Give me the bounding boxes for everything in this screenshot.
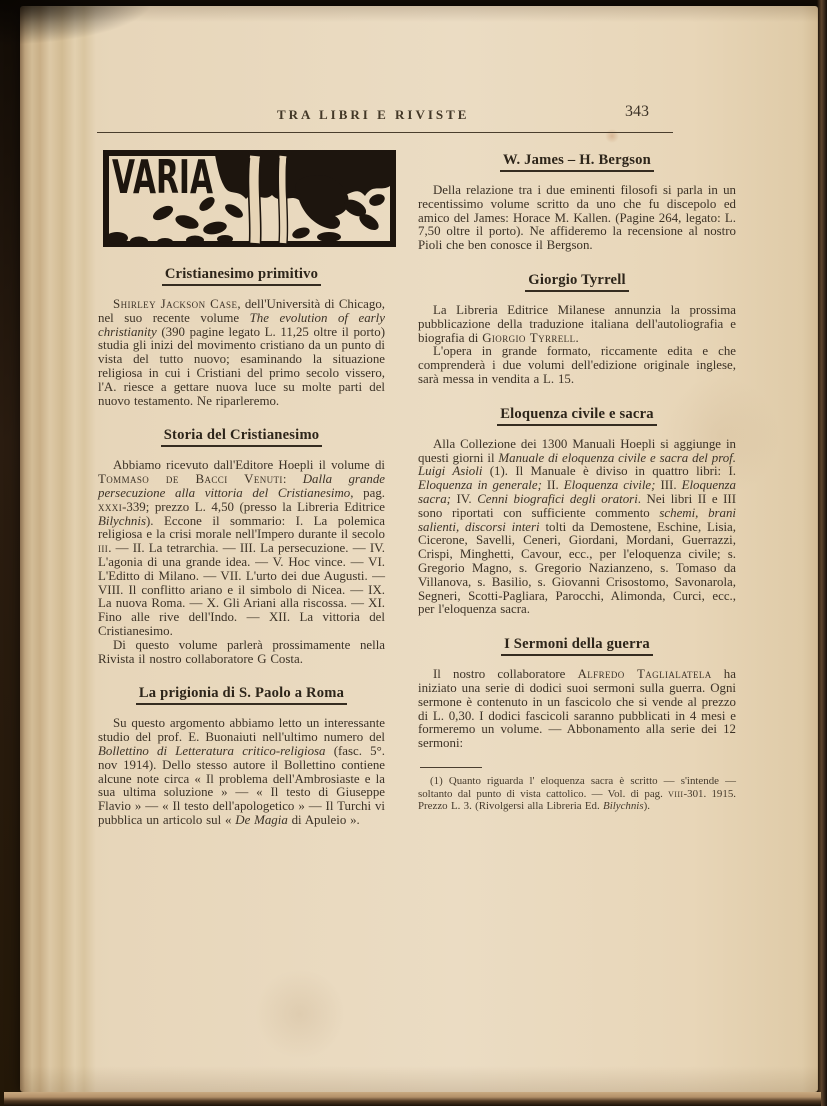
body-text: (1). Il Manuale è diviso in quattro libri: I.	[482, 464, 736, 479]
footnote-text	[418, 775, 736, 813]
footnote	[418, 767, 736, 813]
article-section	[418, 407, 736, 617]
article-section	[418, 637, 736, 751]
body-text: Su questo argomento abbiamo letto un interessante studio del prof. E. Buonaiuti nell'ultimo numero del	[98, 716, 385, 745]
italic-text: Cenni biografici degli oratori	[477, 491, 638, 506]
italic-text: Bilychnis	[98, 513, 146, 528]
body-text: , dell'Università di Chicago, nel suo recente volume	[98, 297, 385, 325]
body-text: II.	[541, 478, 564, 493]
smallcaps-name: iii	[98, 541, 109, 556]
body-text: -339; prezzo L. 4,50 (presso la Libreria Editrice	[122, 499, 385, 514]
paragraph	[98, 639, 385, 667]
body-text: La Libreria Editrice Milanese annunzia la prossima pubblicazione della traduzione italiana dell'autoliografia e biografia di	[418, 302, 736, 345]
italic-text: Bollettino di Letteratura critico-religiosa	[98, 743, 326, 758]
body-text: ).	[643, 800, 650, 813]
body-text: (390 pagine legato L. 11,25 oltre il porto) studia gli inizi del movimento cristiano da un punto di vista del tutto nuovo; esaminando la situazione religiosa in cui i Cristiani del primo secolo vissero, l'A. riesce a gettare nuova luce su molte parti del nuovo testamento. Ne riparleremo.	[98, 324, 385, 408]
paragraph	[418, 304, 736, 345]
body-text: Abbiamo ricevuto dall'Editore Hoepli il volume di	[113, 458, 385, 473]
body-text: .	[575, 330, 579, 345]
article-section	[418, 273, 736, 387]
running-header-title: TRA LIBRI E RIVISTE	[277, 107, 470, 122]
body-text: :	[282, 472, 303, 487]
article-section	[98, 267, 385, 408]
right-column-sections	[418, 153, 736, 751]
section-heading: La prigionia di S. Paolo a Roma	[136, 686, 347, 705]
italic-text: Eloquenza civile;	[563, 478, 656, 493]
italic-text: Manuale di eloquenza civile e sacra del prof. Luigi Asioli	[418, 450, 736, 479]
section-body	[418, 304, 736, 387]
section-body	[98, 298, 385, 408]
left-column	[98, 150, 385, 828]
paragraph	[418, 438, 736, 617]
paragraph	[98, 717, 385, 827]
section-body	[418, 184, 736, 253]
body-text: . Nei libri II e III sono riportati con sufficiente commento	[418, 491, 736, 520]
section-body	[418, 438, 736, 617]
body-text: (1) Quanto riguarda l' eloquenza sacra è scritto — s'intende — soltanto dal punto di vista cattolico. — Vol. di pag.	[418, 774, 736, 800]
right-column	[418, 150, 736, 813]
body-text: di Apuleio ».	[287, 812, 360, 827]
varia-woodcut-image	[103, 150, 396, 247]
italic-text: Bilychnis	[603, 800, 644, 813]
section-heading: W. James – H. Bergson	[500, 153, 654, 172]
italic-text: The evolution of early christianity	[98, 310, 385, 339]
page-number: 343	[625, 103, 649, 120]
smallcaps-name: Giorgio Tyrrell	[482, 330, 576, 345]
article-section	[418, 153, 736, 253]
paragraph	[418, 345, 736, 386]
body-text: IV.	[450, 491, 478, 506]
paragraph	[98, 459, 385, 638]
section-heading: Cristianesimo primitivo	[162, 267, 321, 286]
paragraph	[418, 184, 736, 253]
header-rule	[97, 132, 673, 133]
italic-text: De Magia	[235, 812, 288, 827]
body-text: ha iniziato una serie di dodici suoi sermoni sulla guerra. Ogni sermone è contenuto in un fascicolo che si vende al prezzo di L. 0,30. I dodici fascicoli saranno pubblicati in 4 mesi e formeremo un volume. — Abbonamento alla serie dei 12 sermoni:	[418, 667, 736, 751]
italic-text: Eloquenza in generale;	[418, 478, 542, 493]
book-page	[20, 6, 818, 1092]
body-text: L'opera in grande formato, riccamente edita e che comprenderà i due volumi dell'edizione originale inglese, sarà messa in vendita a L. 15.	[418, 344, 736, 386]
body-text: Alla Collezione dei 1300 Manuali Hoepli si aggiunge in questi giorni il	[418, 436, 736, 465]
smallcaps-name: xxxi	[98, 499, 123, 514]
body-text: ). Eccone il sommario: I. La polemica religiosa e la crisi morale nell'Impero durante il secolo	[98, 513, 385, 542]
body-text: tolti da Demostene, Eschine, Lisia, Cicerone, Savelli, Ceneri, Giordani, Mordani, Guerrazzi, Crispi, Minghetti, Cavour, ecc., per l'eloquenza civile; s. Gregorio Magno, s. Gregorio Nazianzeno, s. Tomaso da Villanova, s. Basilio, s. Giovanni Crisostomo, Savonarola, Segneri, Scotti-Pagliara, Parocchi, Alimonda, Curci, ecc., per l'eloquenza sacra.	[418, 519, 737, 617]
section-heading: Giorgio Tyrrell	[525, 273, 628, 292]
book-cover-edge	[817, 0, 827, 1106]
smallcaps-name: viii	[668, 787, 684, 800]
body-text: Della relazione tra i due eminenti filosofi si parla in un recentissimo volume scritto da uno che fu discepolo ed amico del James: Horace M. Kallen. (Pagine 264, legato: L. 7,50 oltre il porto). Ne affideremo la recensione al nostro Pioli che ben conosce il Bergson.	[418, 183, 736, 253]
body-text: Il nostro collaboratore	[433, 667, 578, 682]
smallcaps-name: Alfredo Taglialatela	[577, 667, 712, 682]
section-heading: Storia del Cristianesimo	[161, 428, 323, 447]
under-page-edge	[4, 1092, 821, 1106]
article-section	[98, 686, 385, 827]
body-text: (fasc. 5°. nov 1914). Dello stesso autore il Bollettino contiene alcune note circa « Il problema dell'Ambrosiaste e la sua ultima soluzione » — « Il testo di Giuseppe Flavio » — « Il testo dell'apologetico » — Il Turchi vi pubblica un articolo sul «	[98, 743, 385, 827]
italic-text: Dalla grande persecuzione alla vittoria del Cristianesimo	[98, 472, 385, 500]
body-text: III.	[655, 478, 682, 493]
paragraph	[418, 668, 736, 751]
section-heading: Eloquenza civile e sacra	[497, 407, 657, 426]
varia-title-text: VARIA	[112, 150, 214, 204]
section-body	[98, 459, 385, 666]
body-text: . — II. La tetrarchia. — III. La persecuzione. — IV. L'agonia di una grande idea. — V. Hoc vince. — VI. L'Editto di Milano. — VII. L'urto dei due Augusti. — VIII. Il conflitto ariano e il simbolo di Nicea. — IX. La nuova Roma. — X. Gli Ariani alla riscossa. — XI. Fino alle rive dell'Indo. — XII. La vittoria del Cristianesimo.	[98, 541, 385, 638]
paragraph	[98, 298, 385, 408]
section-heading: I Sermoni della guerra	[501, 637, 653, 656]
smallcaps-name: Tommaso de Bacci Venuti	[98, 472, 283, 487]
article-section	[98, 428, 385, 666]
body-text: -301. 1915. Prezzo L. 3. (Rivolgersi alla Libreria Ed.	[418, 787, 736, 813]
section-body	[98, 717, 385, 827]
italic-text: Eloquenza sacra;	[418, 478, 736, 506]
section-body	[418, 668, 736, 751]
italic-text: schemi, brani salienti, discorsi interi	[418, 505, 737, 534]
body-text: , pag.	[350, 485, 385, 500]
body-text: Di questo volume parlerà prossimamente nella Rivista il nostro collaboratore G Costa.	[98, 637, 385, 666]
left-column-sections	[98, 267, 385, 828]
footnote-rule	[420, 767, 482, 768]
smallcaps-name: Shirley Jackson Case	[113, 297, 238, 311]
